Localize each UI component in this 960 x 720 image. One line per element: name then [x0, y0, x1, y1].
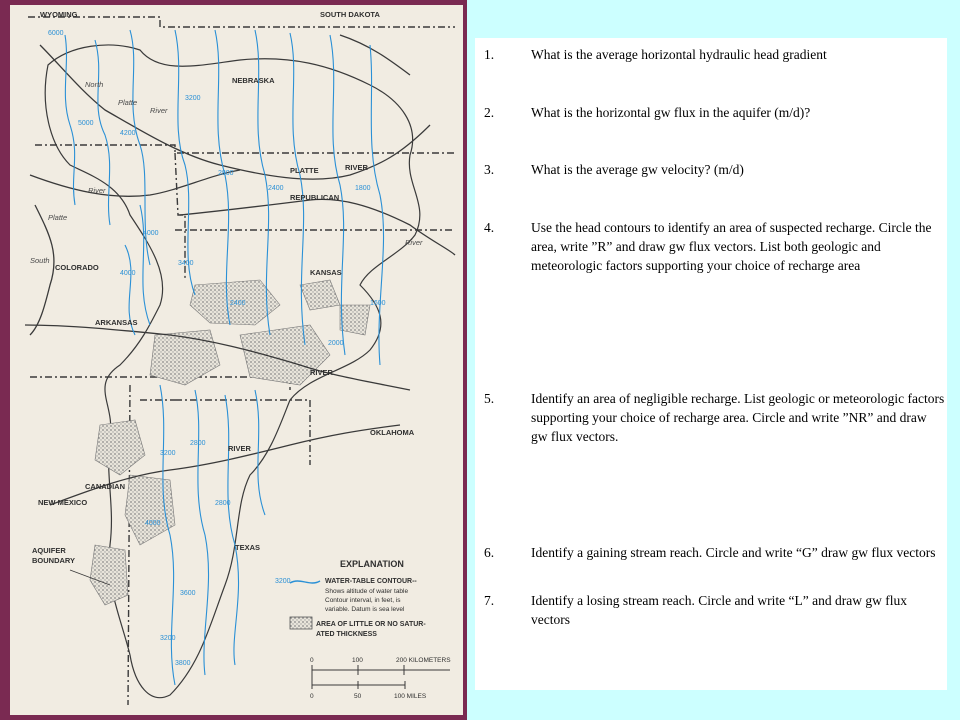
question-number: 6. — [484, 545, 495, 560]
river-label: RIVER — [345, 163, 368, 172]
question-text: Identify a gaining stream reach. Circle and write “G” draw gw flux vectors — [531, 545, 936, 560]
question-text: Use the head contours to identify an area of suspected recharge. Circle the area, write ”R” and draw gw flux vectors. List both geologic and meteorologic factors supporting your choice of recharge area — [531, 220, 932, 273]
contour-label: 3800 — [175, 660, 191, 667]
scale-label: 100 MILES — [394, 693, 427, 700]
contour-label: 3200 — [185, 95, 201, 102]
contour-label: 3200 — [160, 635, 176, 642]
contour-label: 2400 — [230, 300, 246, 307]
river-label: PLATTE — [290, 166, 319, 175]
contour-label: 5000 — [78, 120, 94, 127]
river-label: South — [30, 256, 50, 265]
contour-label: 2000 — [328, 340, 344, 347]
question-number: 2. — [484, 105, 495, 120]
contour-label: 3600 — [180, 590, 196, 597]
scale-label: 100 — [352, 657, 363, 664]
state-kansas: KANSAS — [310, 268, 342, 277]
scale-label: 200 KILOMETERS — [396, 657, 451, 664]
legend-contour-symbol — [290, 581, 320, 583]
legend-title: EXPLANATION — [340, 559, 404, 569]
contour-label: 2800 — [190, 440, 206, 447]
state-oklahoma: OKLAHOMA — [370, 428, 415, 437]
contour-label: 2800 — [218, 170, 234, 177]
aquifer-boundary-label: BOUNDARY — [32, 556, 76, 565]
legend-area-label: ATED THICKNESS — [316, 631, 377, 638]
river-label: RIVER — [310, 368, 333, 377]
state-wyoming: WYOMING — [40, 10, 78, 19]
legend-contour-desc: Contour interval, in feet, is — [325, 597, 401, 604]
river-label: RIVER — [228, 444, 251, 453]
question-text: What is the average gw velocity? (m/d) — [531, 162, 744, 177]
contour-label: 3200 — [160, 450, 176, 457]
aquifer-map — [10, 5, 463, 715]
question-number: 7. — [484, 593, 495, 608]
map-frame — [0, 0, 467, 720]
state-nebraska: NEBRASKA — [232, 76, 275, 85]
river-label: North — [85, 80, 104, 89]
question-number: 3. — [484, 162, 495, 177]
legend-contour-value: 3200 — [275, 578, 291, 585]
question-number: 5. — [484, 391, 495, 406]
scale-label: 50 — [354, 693, 362, 700]
map-legend — [275, 559, 426, 638]
river-label: River — [150, 106, 168, 115]
river-label: River — [405, 238, 423, 247]
river-label: River — [88, 186, 106, 195]
question-text: Identify a losing stream reach. Circle and write “L” and draw gw flux vectors — [531, 593, 907, 627]
question-text: What is the average horizontal hydraulic head gradient — [531, 47, 827, 62]
contour-label: 4000 — [120, 270, 136, 277]
map-drawing — [10, 5, 463, 715]
legend-area-swatch — [290, 617, 312, 629]
river-label: Platte — [118, 98, 138, 107]
contour-label: 1800 — [355, 185, 371, 192]
river-label: Platte — [48, 213, 68, 222]
contour-label: 4000 — [145, 520, 161, 527]
state-texas: TEXAS — [235, 543, 261, 552]
legend-contour-desc: variable. Datum is sea level — [325, 606, 405, 613]
aquifer-boundary-label: AQUIFER — [32, 546, 66, 555]
contour-label: 3400 — [178, 260, 194, 267]
contour-label: 2400 — [268, 185, 284, 192]
river-label: REPUBLICAN — [290, 193, 340, 202]
scale-label: 0 — [310, 657, 314, 664]
state-colorado: COLORADO — [55, 263, 99, 272]
contour-label: 1600 — [370, 300, 386, 307]
contour-label: 2800 — [215, 500, 231, 507]
river-label: CANADIAN — [85, 482, 125, 491]
question-number: 1. — [484, 47, 495, 62]
question-panel — [475, 38, 947, 690]
question-text: What is the horizontal gw flux in the aquifer (m/d)? — [531, 105, 811, 120]
river-label: ARKANSAS — [95, 318, 138, 327]
state-new-mexico: NEW MEXICO — [38, 498, 88, 507]
scale-bar — [310, 657, 451, 700]
scale-label: 0 — [310, 693, 314, 700]
legend-contour-label: WATER-TABLE CONTOUR-- — [325, 578, 417, 585]
question-number: 4. — [484, 220, 495, 235]
contour-label: 4000 — [143, 230, 159, 237]
legend-area-label: AREA OF LITTLE OR NO SATUR- — [316, 621, 426, 628]
contour-label: 6000 — [48, 30, 64, 37]
question-text: Identify an area of negligible recharge. List geologic or meteorologic factors supporting your choice of recharge area. Circle and write ”NR” and draw gw flux vectors. — [531, 391, 945, 444]
contour-label: 4200 — [120, 130, 136, 137]
legend-contour-desc: Shows altitude of water table — [325, 588, 409, 595]
state-south-dakota: SOUTH DAKOTA — [320, 10, 380, 19]
